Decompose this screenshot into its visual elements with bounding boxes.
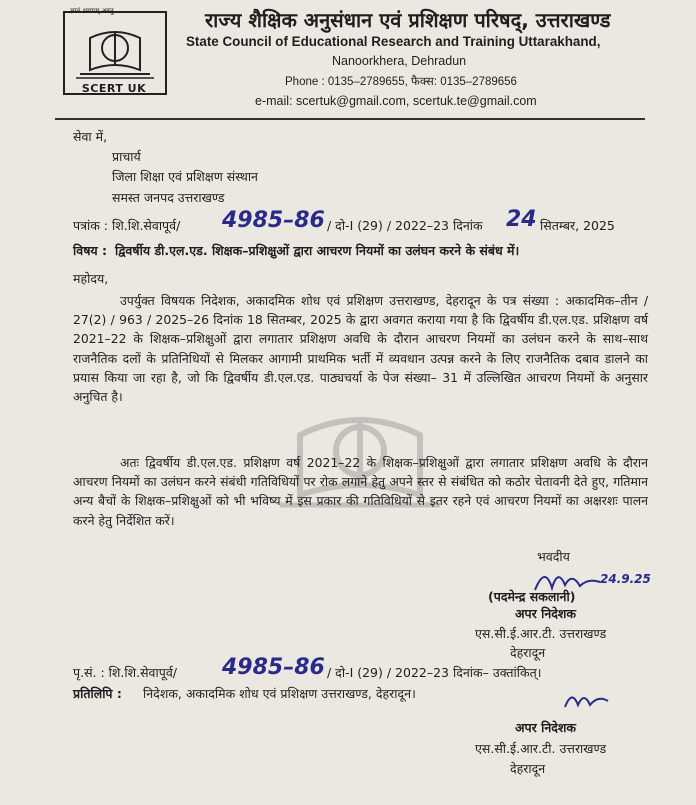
logo-caption: SCERT UK: [81, 82, 147, 95]
header-email: e-mail: scertuk@gmail.com, scertuk.te@gmail.com: [255, 94, 537, 108]
header-divider: [55, 118, 645, 120]
reference-suffix: सितम्बर, 2025: [540, 218, 615, 233]
salutation-to: सेवा में,: [73, 129, 108, 144]
body-paragraph-2: [73, 453, 648, 530]
copy-to-label: प्रतिलिपि :: [73, 686, 122, 701]
reference-prefix: पत्रांक : शि.शि.सेवापूर्व/: [73, 218, 181, 233]
endorsement-prefix: पृ.सं. : शि.शि.सेवापूर्व/: [73, 665, 177, 680]
body-paragraph-1: [73, 291, 648, 406]
reference-middle: / दो-I (29) / 2022–23 दिनांक: [327, 218, 483, 233]
paragraph-2-text: अतः द्विवर्षीय डी.एल.एड. प्रशिक्षण वर्ष 2021–22 के शिक्षक–प्रशिक्षुओं द्वारा लगातार प्रशिक्षण अवधि के दौरान आचरण नियमों का उलंघन करने संबंधी गतिविधियों पर रोक लगाने हेतु अपने स्तर से संबंधित को कठोर चेतावनी देते हुए, गतिमान अन्य बैचों के शिक्षक–प्रशिक्षुओं को भी भविष्य में इस प्रकार की गतिविधियों से इतर रहने एवं आचरण नियमों का अक्षरशः पालन करने हेतु निर्देशित करें।: [73, 455, 648, 528]
signatory2-designation: अपर निदेशक: [515, 720, 577, 735]
paragraph-1-text: उपर्युक्त विषयक निदेशक, अकादमिक शोध एवं प्रशिक्षण उत्तराखण्ड, देहरादून के पत्र संख्या : अकादमिक–तीन / 27(2) / 963 / 2025–26 दिनांक 18 सितम्बर, 2025 के द्वारा अवगत कराया गया है कि द्विवर्षीय डी.एल.एड. प्रशिक्षण वर्ष 2021–22 के शिक्षक–प्रशिक्षुओं द्वारा लगातार प्रशिक्षण अवधि के दौरान आचरण नियमों का उलंघन करने के साथ–साथ राजनैतिक दलों के प्रतिनिधियों से मिलकर आगामी प्राथमिक भर्ती में व्यवधान उत्पन्न करने के लिए राजनैतिक दबाव डालने का प्रयास किया जा रहा है, जो कि द्विवर्षीय डी.एल.एड. पाठ्यचर्या के पेज संख्या– 31 में उल्लिखित आचरण नियमों के अनुसार अनुचित है।: [73, 293, 648, 405]
logo-motto: ज्ञानं शरणम् अस्तु: [70, 7, 114, 15]
reference-handwritten-number: 4985–86: [222, 208, 325, 233]
recipient-line1: प्राचार्य: [112, 149, 141, 164]
closing: भवदीय: [537, 549, 570, 564]
subject-label: विषय :: [73, 243, 108, 258]
header-title-english: State Council of Educational Research and Training Uttarakhand,: [186, 34, 601, 49]
signature-handwritten-date: 24.9.25: [600, 572, 651, 586]
signature-mark-2: [560, 685, 620, 715]
signatory-office: एस.सी.ई.आर.टी. उत्तराखण्ड: [475, 626, 607, 641]
endorsement-suffix: / दो-I (29) / 2022–23 दिनांक– उक्तांकित्।: [327, 665, 542, 680]
signatory-designation: अपर निदेशक: [515, 606, 577, 621]
signatory2-office: एस.सी.ई.आर.टी. उत्तराखण्ड: [475, 741, 607, 756]
header-title-hindi: राज्य शैक्षिक अनुसंधान एवं प्रशिक्षण परिषद्, उत्तराखण्ड: [205, 8, 611, 32]
subject-text: द्विवर्षीय डी.एल.एड. शिक्षक–प्रशिक्षुओं द्वारा आचरण नियमों का उलंघन करने के संबंध में।: [115, 243, 520, 258]
endorsement-handwritten-number: 4985–86: [222, 655, 325, 680]
greeting: महोदय,: [73, 271, 109, 286]
header-phone: Phone : 0135–2789655, फैक्स: 0135–2789656: [285, 76, 517, 88]
header-address: Nanoorkhera, Dehradun: [332, 54, 467, 68]
reference-handwritten-day: 24: [506, 207, 537, 232]
signatory-city: देहरादून: [510, 645, 546, 660]
signatory2-city: देहरादून: [510, 761, 546, 776]
copy-to-text: निदेशक, अकादमिक शोध एवं प्रशिक्षण उत्तराखण्ड, देहरादून।: [143, 686, 416, 701]
recipient-line2: जिला शिक्षा एवं प्रशिक्षण संस्थान: [112, 169, 258, 184]
signatory-name: (पदमेन्द्र सकलानी): [488, 589, 576, 604]
recipient-line3: समस्त जनपद उत्तराखण्ड: [112, 190, 225, 205]
